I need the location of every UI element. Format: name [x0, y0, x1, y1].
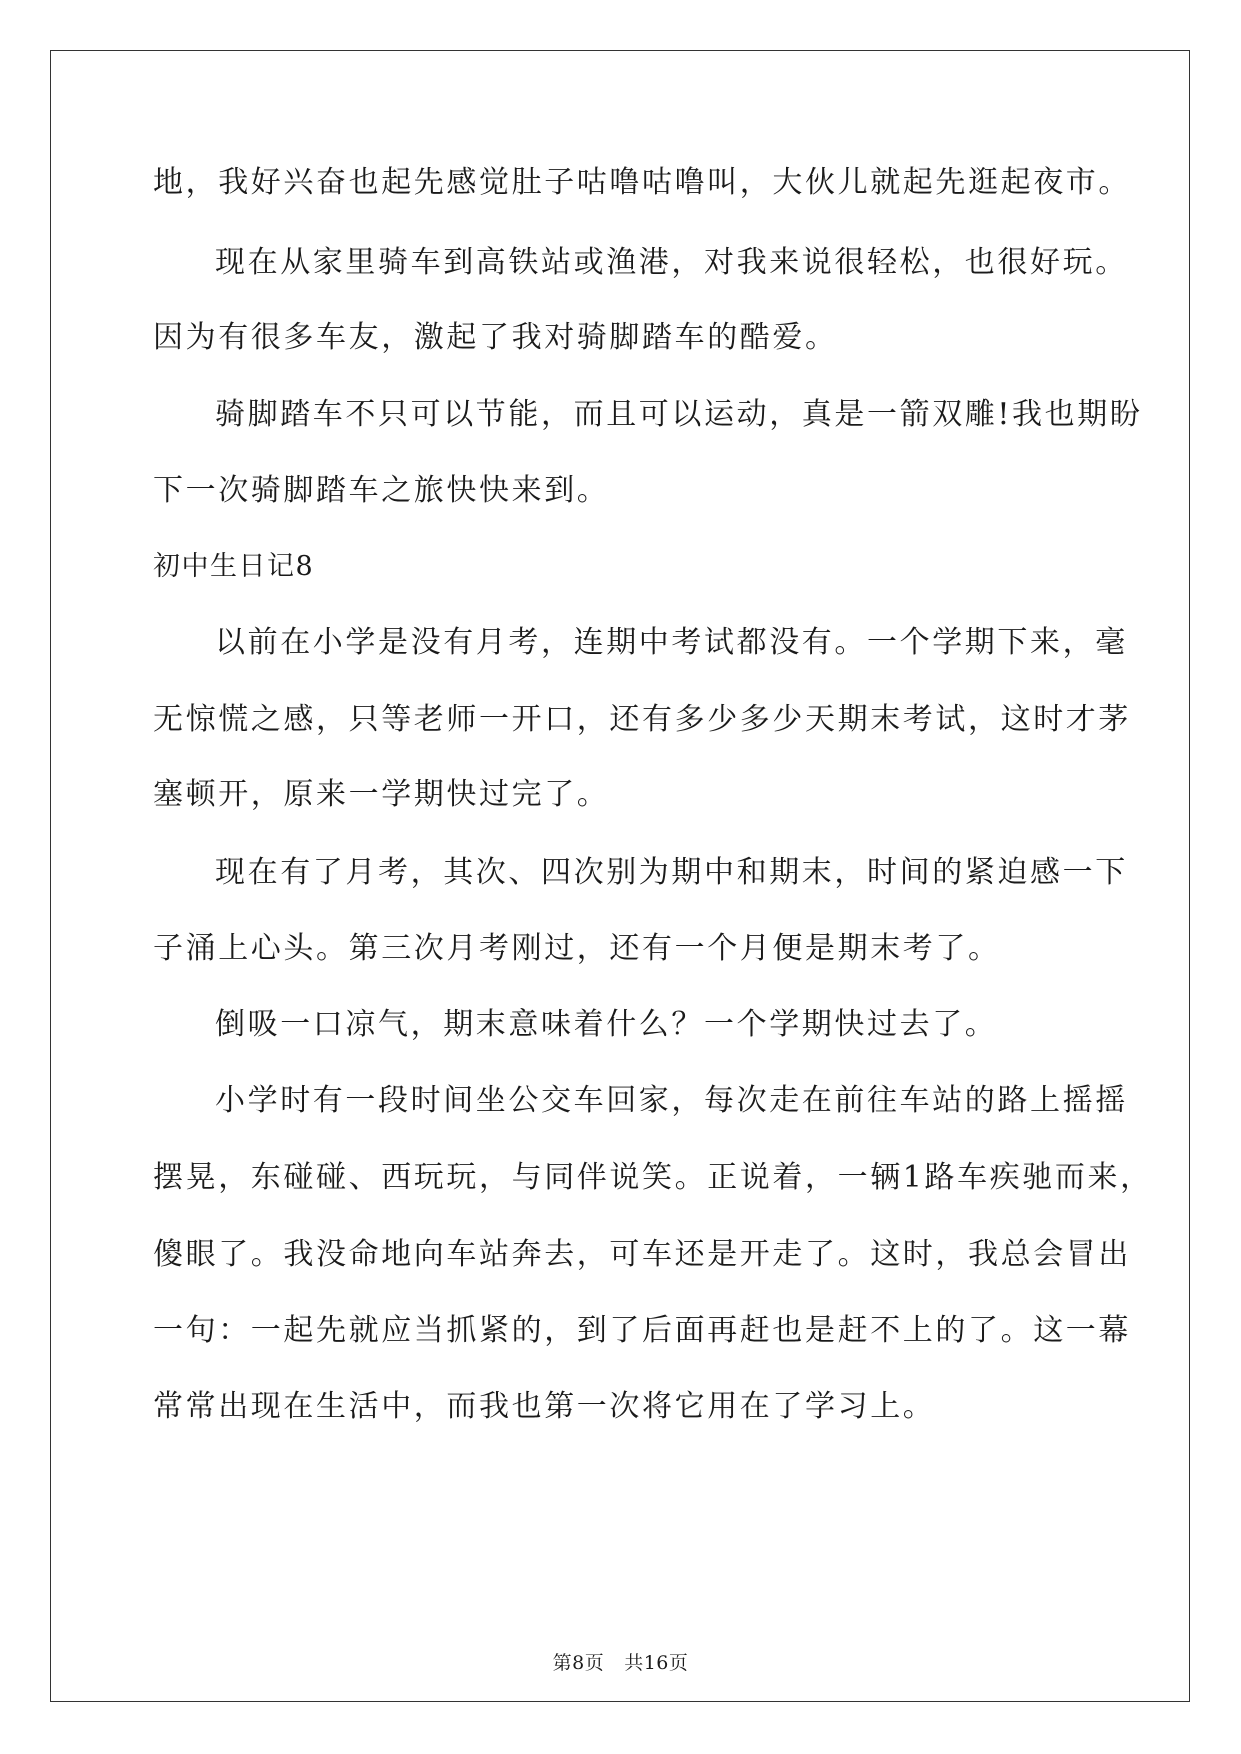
text-line: 无惊慌之感，只等老师一开口，还有多少多少天期末考试，这时才茅 [153, 702, 1131, 737]
text-line: 塞顿开，原来一学期快过完了。 [153, 777, 610, 812]
text-line: 一句：一起先就应当抓紧的，到了后面再赶也是赶不上的了。这一幕 [153, 1313, 1131, 1348]
text-line: 现在从家里骑车到高铁站或渔港，对我来说很轻松，也很好玩。 [215, 245, 1128, 280]
page-number: 第8页 [552, 1652, 605, 1674]
page-footer [0, 1648, 1241, 1675]
text-line: 地，我好兴奋也起先感觉肚子咕噜咕噜叫，大伙儿就起先逛起夜市。 [153, 165, 1131, 200]
text-line: 摆晃，东碰碰、西玩玩，与同伴说笑。正说着，一辆1路车疾驰而来， [153, 1160, 1153, 1195]
text-line: 小学时有一段时间坐公交车回家，每次走在前往车站的路上摇摇 [215, 1083, 1128, 1118]
text-line: 下一次骑脚踏车之旅快快来到。 [153, 473, 610, 508]
text-line: 因为有很多车友，激起了我对骑脚踏车的酷爱。 [153, 320, 838, 355]
text-line: 傻眼了。我没命地向车站奔去，可车还是开走了。这时，我总会冒出 [153, 1237, 1131, 1272]
page-total: 共16页 [624, 1652, 689, 1674]
text-line: 子涌上心头。第三次月考刚过，还有一个月便是期末考了。 [153, 931, 1001, 966]
text-line: 现在有了月考，其次、四次别为期中和期末，时间的紧迫感一下 [215, 855, 1128, 890]
text-line: 骑脚踏车不只可以节能，而且可以运动，真是一箭双雕!我也期盼 [215, 397, 1143, 432]
section-heading: 初中生日记8 [153, 551, 315, 582]
text-line: 以前在小学是没有月考，连期中考试都没有。一个学期下来，毫 [215, 625, 1128, 660]
text-line: 倒吸一口凉气，期末意味着什么？一个学期快过去了。 [215, 1007, 998, 1042]
text-line: 常常出现在生活中，而我也第一次将它用在了学习上。 [153, 1389, 936, 1424]
